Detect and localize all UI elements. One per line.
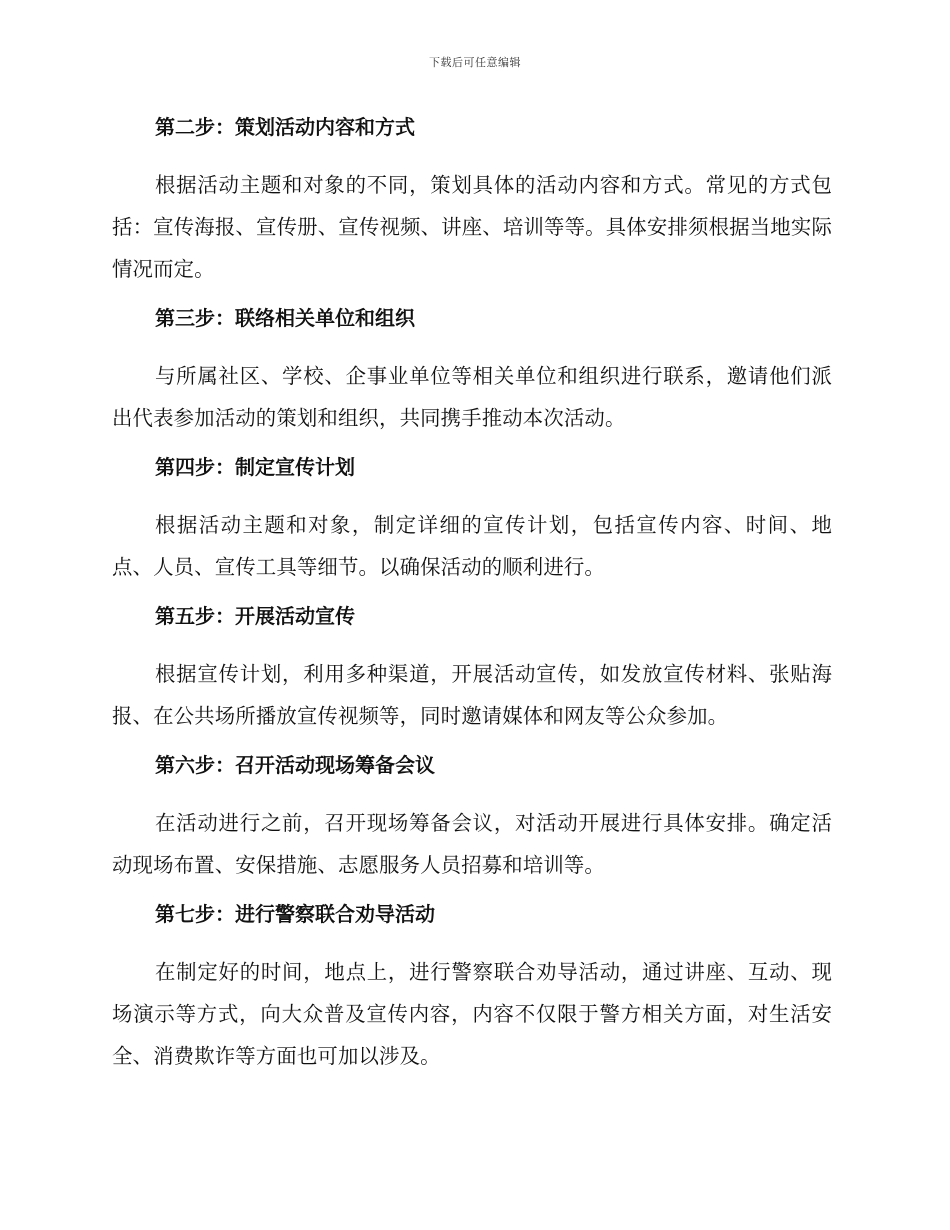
step-6-heading: 第六步：召开活动现场筹备会议: [155, 753, 435, 777]
step-2-heading: 第二步：策划活动内容和方式: [155, 115, 415, 139]
step-6-section: [112, 750, 832, 886]
step-7-section: [112, 899, 832, 1077]
step-7-paragraph: 在制定好的时间，地点上，进行警察联合劝导活动，通过讲座、互动、现场演示等方式，向大众普及宣传内容，内容不仅限于警方相关方面，对生活安全、消费欺诈等方面也可加以涉及。: [112, 960, 832, 1068]
step-5-section: [112, 601, 832, 737]
page-header: 下载后可任意编辑: [429, 56, 521, 69]
step-3-paragraph: 与所属社区、学校、企事业单位等相关单位和组织进行联系，邀请他们派出代表参加活动的策划和组织，共同携手推动本次活动。: [112, 364, 832, 430]
document-body: [112, 112, 832, 1090]
step-7-heading: 第七步：进行警察联合劝导活动: [155, 902, 435, 926]
step-5-paragraph: 根据宣传计划，利用多种渠道，开展活动宣传，如发放宣传材料、张贴海报、在公共场所播放宣传视频等，同时邀请媒体和网友等公众参加。: [112, 662, 832, 728]
step-3-section: [112, 303, 832, 439]
step-4-paragraph: 根据活动主题和对象，制定详细的宣传计划，包括宣传内容、时间、地点、人员、宣传工具等细节。以确保活动的顺利进行。: [112, 513, 832, 579]
step-4-heading: 第四步：制定宣传计划: [155, 455, 355, 479]
step-2-section: [112, 112, 832, 290]
step-2-paragraph: 根据活动主题和对象的不同，策划具体的活动内容和方式。常见的方式包括：宣传海报、宣传册、宣传视频、讲座、培训等等。具体安排须根据当地实际情况而定。: [112, 173, 832, 281]
step-3-heading: 第三步：联络相关单位和组织: [155, 306, 415, 330]
step-4-section: [112, 452, 832, 588]
step-6-paragraph: 在活动进行之前，召开现场筹备会议，对活动开展进行具体安排。确定活动现场布置、安保措施、志愿服务人员招募和培训等。: [112, 811, 832, 877]
step-5-heading: 第五步：开展活动宣传: [155, 604, 355, 628]
